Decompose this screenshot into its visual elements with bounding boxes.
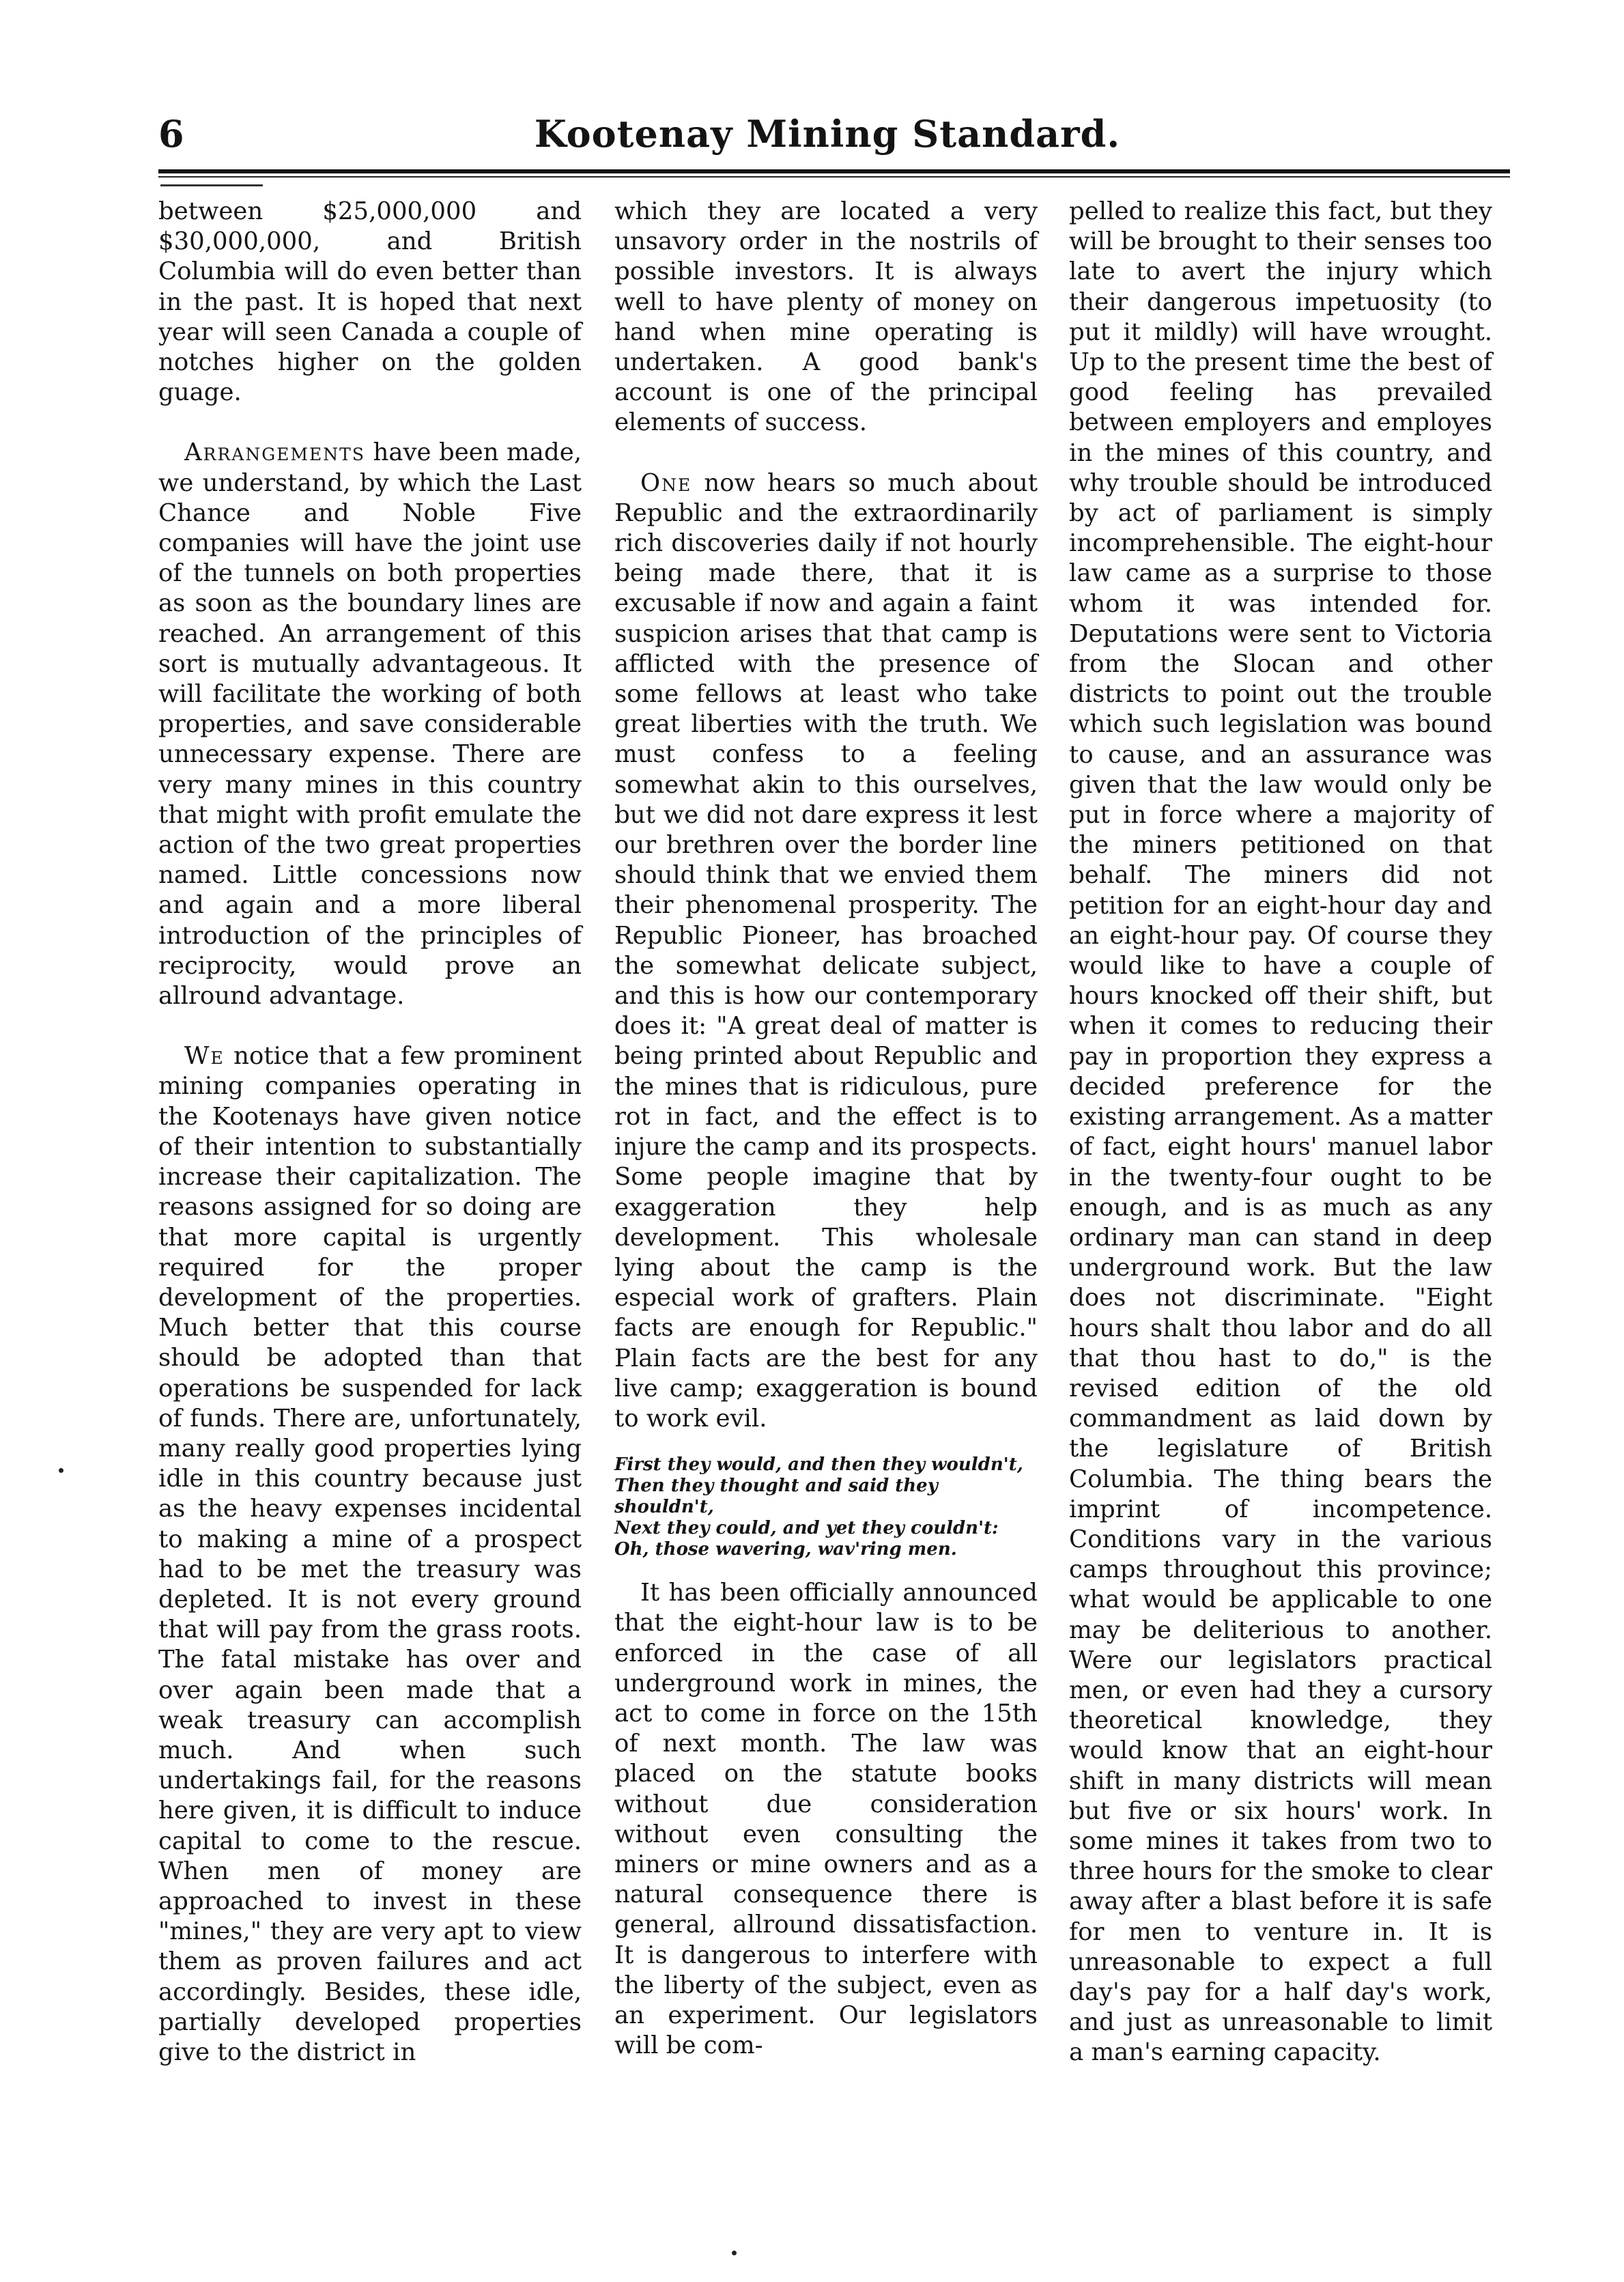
page-header	[145, 109, 1510, 164]
article-body: notice that a few prominent mining companies operating in the Kootenays have given notice of their intention to substantially increase their capitalization. The reasons assigned for so doing are that more capital is urgently required for the proper development of the properties. Much better that this course should be adopted than that operations be suspended for lack of funds. There are, unfortunately, many really good properties lying idle in this country because just as the heavy expenses incidental to making a mine of a prospect had to be met the treasury was depleted. It is not every ground that will pay from the grass roots. The fatal mistake has over and over again been made that a weak treasury can accomplish much. And when such undertakings fail, for the reasons here given, it is difficult to induce capital to come to the rescue. When men of money are approached to invest in these "mines," they are very apt to view them as proven failures and act accordingly. Besides, these idle, partially developed properties give to the district in	[158, 1042, 582, 2066]
article-body: have been made, we understand, by which the Last Chance and Noble Five companies will have the joint use of the tunnels on both properties as soon as the boundary lines are reached. An arrangement of this sort is mutually advantageous. It will facilitate the working of both properties, and save considerable unnecessary expense. There are very many mines in this country that might with profit emulate the action of the two great properties named. Little concessions now and again and a more liberal introduction of the principles of reciprocity, would prove an allround advantage.	[158, 438, 582, 1011]
page-number: 6	[158, 112, 184, 156]
article-body: now hears so much about Republic and the extraordinarily rich discoveries daily if not hourly being made there, that it is excusable if now and again a faint suspicion arises that that camp is afflicted with the presence of some fellows at least who take great liberties with the truth. We must confess to a feeling somewhat akin to this ourselves, but we did not dare express it lest our brethren over the border line should think that we envied them their phenomenal prosperity. The Republic Pioneer, has broached the somewhat delicate subject, and this is how our contemporary does it: "A great deal of matter is being printed about Republic and the mines that is ridiculous, pure rot in fact, and the effect is to injure the camp and its prospects. Some people imagine that by exaggeration they help development. This wholesale lying about the camp is the especial work of grafters. Plain facts are enough for Republic." Plain facts are the best for any live camp; exaggeration is bound to work evil.	[614, 468, 1038, 1433]
article-lead-word: We	[184, 1042, 225, 1071]
verse-line: Then they thought and said they shouldn't,	[614, 1476, 938, 1518]
column-3	[1069, 197, 1492, 2068]
column-2	[614, 197, 1038, 2061]
verse-line: Oh, those wavering, wav'ring men.	[614, 1539, 957, 1560]
article-republic	[614, 468, 1038, 1435]
article-continuation: which they are located a very unsavory order in the nostrils of possible investors. It is always well to have plenty of money on hand when mine operating is undertaken. A good bank's account is one of the principal elements of success.	[614, 197, 1038, 437]
verse-line: First they would, and then they wouldn't,	[614, 1454, 1023, 1476]
article-lead-word: Arrangements	[184, 438, 365, 467]
verse-line: Next they could, and yet they couldn't:	[614, 1518, 999, 1539]
article-capitalization	[158, 1041, 582, 2068]
column-top-rule	[160, 184, 263, 186]
masthead-title: Kootenay Mining Standard.	[534, 112, 1121, 156]
verse-block	[614, 1454, 1038, 1560]
scan-speck	[59, 1468, 63, 1473]
article-continuation: pelled to realize this fact, but they will be brought to their senses too late to avert the injury which their dangerous impetuosity (to put it mildly) will have wrought. Up to the present time the best of good feeling has prevailed between employers and employes in the mines of this country, and why trouble should be introduced by act of parliament is simply incomprehensible. The eight-hour law came as a surprise to those whom it was intended for. Deputations were sent to Victoria from the Slocan and other districts to point out the trouble which such legislation was bound to cause, and an assurance was given that the law would only be put in force where a majority of the miners petitioned on that behalf. The miners did not petition for an eight-hour day and an eight-hour pay. Of course they would like to have a couple of hours knocked off their shift, but when it comes to reducing their pay in proportion they express a decided preference for the existing arrangement. As a matter of fact, eight hours' manuel labor in the twenty-four ought to be enough, and is as much as any ordinary man can stand in deep underground work. But the law does not discriminate. "Eight hours shalt thou labor and do all that thou hast to do," is the revised edition of the old commandment as laid down by the legislature of British Columbia. The thing bears the imprint of incompetence. Conditions vary in the various camps throughout this province; what would be applicable to one may be deliterious to another. Were our legislators practical men, or even had they a cursory theoretical knowledge, they would know that an eight-hour shift in many districts will mean but five or six hours' work. In some mines it takes from two to three hours for the smoke to clear away after a blast before it is safe for men to venture in. It is unreasonable to expect a full day's pay for a half day's work, and just as unreasonable to limit a man's earning capacity.	[1069, 197, 1492, 2067]
article-eight-hour-law: It has been officially announced that the eight-hour law is to be enforced in the case of all underground work in mines, the act to come in force on the 15th of next month. The law was placed on the statute books without due consideration without even consulting the miners or mine owners and as a natural consequence there is general, allround dissatisfaction. It is dangerous to interfere with the liberty of the subject, even as an experiment. Our legislators will be com-	[614, 1579, 1038, 2060]
header-rule-thick	[158, 169, 1510, 173]
article-lead-word: One	[640, 468, 692, 497]
header-rule-thin	[158, 176, 1510, 178]
article-continuation: between $25,000,000 and $30,000,000, and British Columbia will do even better than in the past. It is hoped that next year will seen Canada a couple of notches higher on the golden guage.	[158, 197, 582, 407]
article-arrangements	[158, 438, 582, 1011]
column-1	[158, 197, 582, 2068]
scan-speck	[732, 2251, 737, 2255]
